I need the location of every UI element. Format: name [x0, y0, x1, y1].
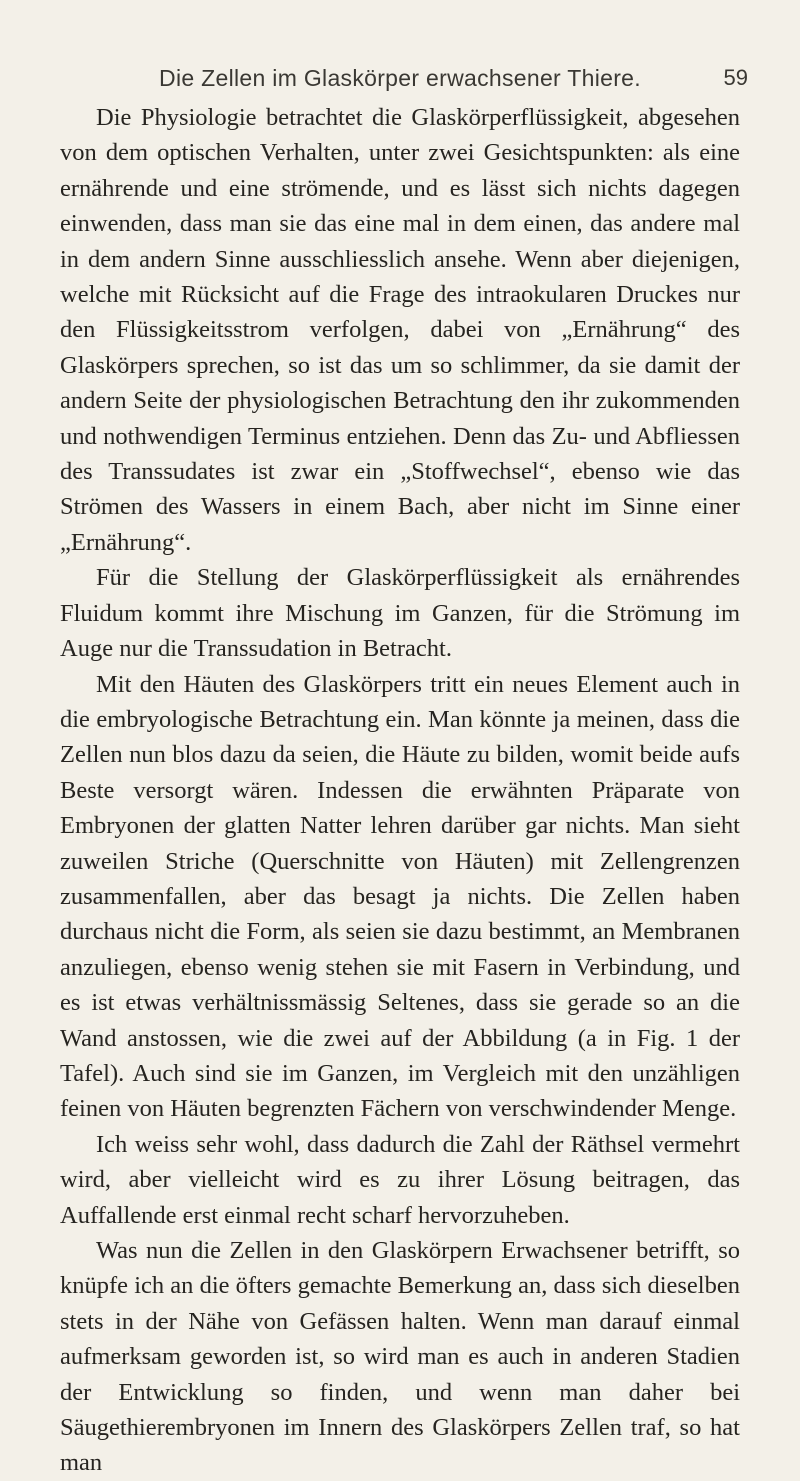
paragraph: Mit den Häuten des Glaskörpers tritt ein neues Element auch in die embryologische Betrachtung ein. Man könnte ja meinen, dass die Zellen nun blos dazu da seien, die Häute zu bilden, womit beide aufs Beste versorgt wären. Indessen die erwähnten Präparate von Embryonen der glatten Natter lehren darüber gar nichts. Man sieht zuweilen Striche (Querschnitte von Häuten) mit Zellengrenzen zusammenfallen, aber das besagt ja nichts. Die Zellen haben durchaus nicht die Form, als seien sie dazu bestimmt, an Membranen anzuliegen, ebenso wenig stehen sie mit Fasern in Verbindung, und es ist etwas verhältnissmässig Seltenes, dass sie gerade so an die Wand anstossen, wie die zwei auf der Abbildung (a in Fig. 1 der Tafel). Auch sind sie im Ganzen, im Vergleich mit den unzähligen feinen von Häuten begrenzten Fächern von verschwindender Menge. [60, 670, 740, 1123]
paragraph: Für die Stellung der Glaskörperflüssigkeit als ernährendes Fluidum kommt ihre Mischung im Ganzen, für die Strömung im Auge nur die Transsudation in Betracht. [60, 564, 740, 663]
page-header [60, 58, 748, 98]
paragraph: Was nun die Zellen in den Glaskörpern Erwachsener betrifft, so knüpfe ich an die öfters gemachte Bemerkung an, dass sich dieselben stets in der Nähe von Gefässen halten. Wenn man darauf einmal aufmerksam geworden ist, so wird man es auch in anderen Stadien der Entwicklung so finden, und wenn man daher bei Säugethierembryonen im Innern des Glaskörpers Zellen traf, so hat man [60, 1237, 740, 1477]
paragraph: Die Physiologie betrachtet die Glaskörperflüssigkeit, abgesehen von dem optischen Verhalten, unter zwei Gesichtspunkten: als eine ernährende und eine strömende, und es lässt sich nichts dagegen einwenden, dass man sie das eine mal in dem einen, das andere mal in dem andern Sinne ausschliesslich ansehe. Wenn aber diejenigen, welche mit Rücksicht auf die Frage des intraokularen Druckes nur den Flüssigkeitsstrom verfolgen, dabei von „Ernährung“ des Glaskörpers sprechen, so ist das um so schlimmer, da sie damit der andern Seite der physiologischen Betrachtung den ihr zukommenden und nothwendigen Terminus entziehen. Denn das Zu- und Abfliessen des Transsudates ist zwar ein „Stoffwechsel“, ebenso wie das Strömen des Wassers in einem Bach, aber nicht im Sinne einer „Ernährung“. [60, 104, 740, 556]
paragraph: Ich weiss sehr wohl, dass dadurch die Zahl der Räthsel vermehrt wird, aber vielleicht wird es zu ihrer Lösung beitragen, das Auffallende erst einmal recht scharf hervorzuheben. [60, 1130, 740, 1229]
running-title: Die Zellen im Glaskörper erwachsener Thiere. [159, 65, 641, 91]
body-text [60, 100, 740, 1481]
page-number: 59 [723, 65, 748, 90]
